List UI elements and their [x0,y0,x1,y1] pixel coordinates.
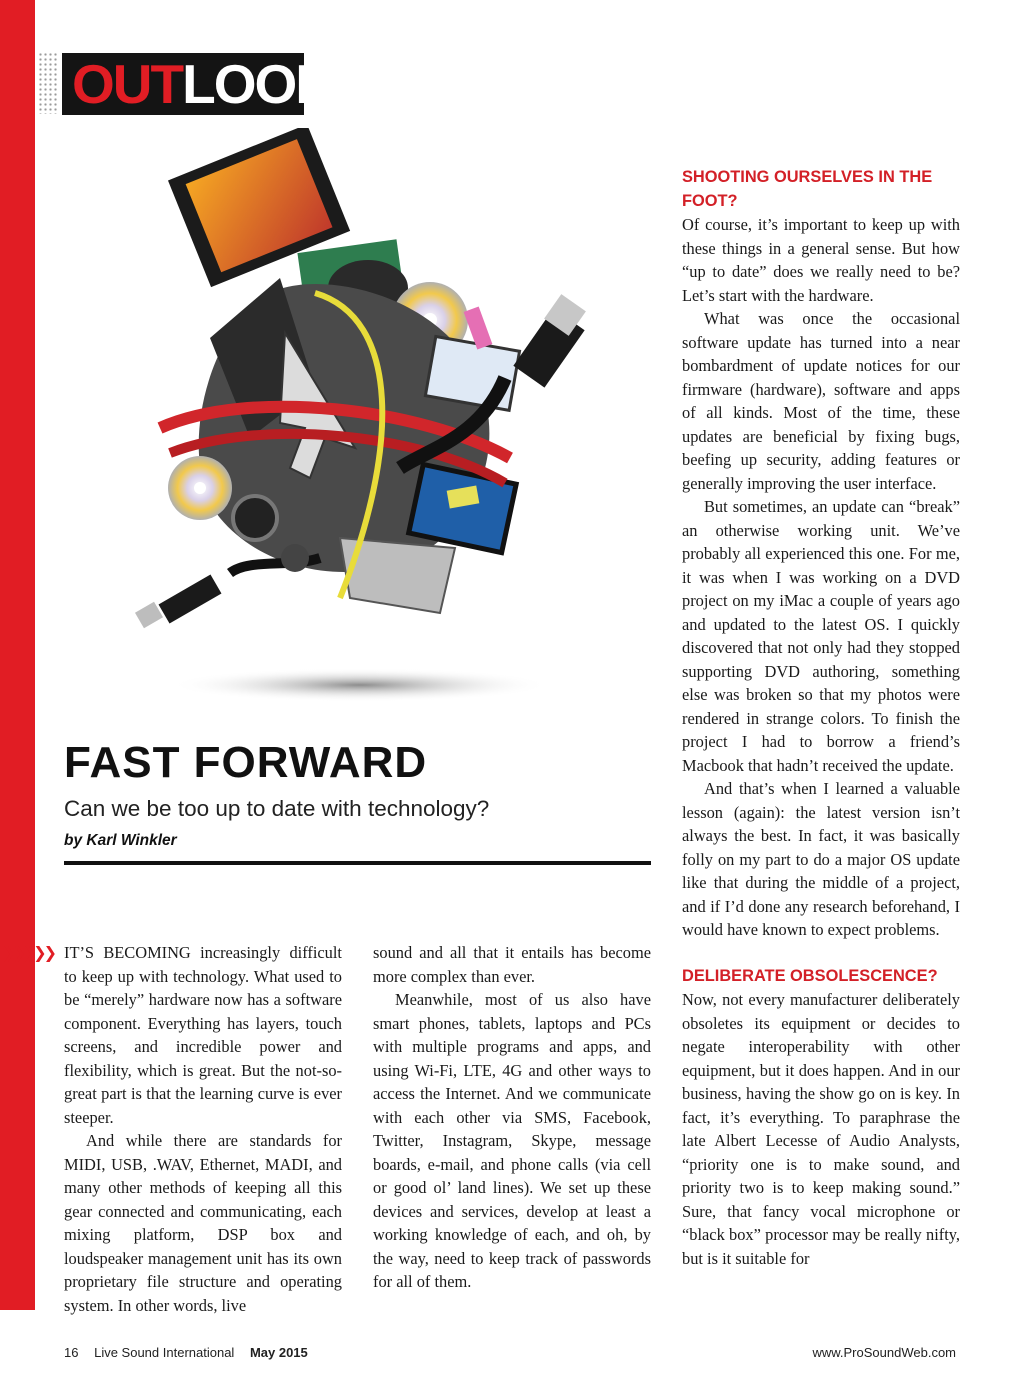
tech-gadgets-illustration [100,128,660,710]
page-number: 16 [64,1345,79,1360]
article-subtitle: Can we be too up to date with technology? [64,796,490,821]
red-side-bar [0,0,35,1310]
paragraph: IT’S BECOMING increasingly difficult to keep up with technology. What used to be “merely” hardware now has a software component. Everything has layers, touch screens, and incredible power and flexibility, which is great. But the not-so-great part is that the learning curve is ever steeper. [64,943,342,1127]
section-heading: SHOOTING OURSELVES IN THE FOOT? [682,168,933,210]
section-label-out: OUT [72,53,183,115]
column-1 [64,941,342,1317]
issue-date: May 2015 [249,1345,308,1360]
floor-shadow [170,668,550,702]
column-2 [373,941,651,1294]
article-title: FAST FORWARD [64,738,428,787]
footer-left [64,1345,320,1360]
dot-pattern [38,52,58,114]
website-url: www.ProSoundWeb.com [812,1345,956,1360]
browser-window-graphic [425,337,519,411]
chevrons-icon: ❯❯❯❯❯ [2,943,55,962]
section-label [62,53,333,115]
paragraph: Of course, it’s important to keep up with these things in a general sense. But how “up to date” does we really need to be? Let’s start with the hardware. [682,215,960,305]
paragraph: Meanwhile, most of us also have smart phones, tablets, laptops and PCs with multiple programs and apps, and using Wi-Fi, LTE, 4G and other ways to access the Internet. And we communicate with each other via SMS, Facebook, Twitter, Instagram, Skype, message boards, e-mail, and phone calls (via cell or good ol’ land lines). We set up these devices and services, develop at least a working knowledge of each, and oh, by the way, need to keep track of passwords for all of them. [373,990,651,1291]
section-heading: DELIBERATE OBSOLESCENCE? [682,966,938,985]
section-label-look: LOOK [182,53,333,115]
byline: by Karl Winkler [64,832,177,849]
paragraph: What was once the occasional software update has turned into a near bombardment of update notices for our firmware (hardware), software and apps of all kinds. Most of the time, these updates are beneficial by fixing bugs, beefing up security, adding features or generally improving the user interface. [682,309,960,493]
paragraph: sound and all that it entails has become more complex than ever. [373,943,651,986]
paragraph: And that’s when I learned a valuable lesson (again): the latest version isn’t always the best. In fact, it was basically folly on my part to do a major OS update like that during the middle of a project, and if I’d done any research beforehand, I would have known to expect problems. [682,779,960,939]
column-3 [682,166,960,1270]
paragraph: But sometimes, an update can “break” an otherwise working unit. We’ve probably all experienced this one. For me, it was when I was working on a DVD project on my iMac a couple of years ago and updated to the latest OS. I quickly discovered that not only had they stopped supporting DVD authoring, something else was broken so that my photos were rendered in strange colors. To finish the project I had to borrow a friend’s Macbook that hadn’t received the update. [682,497,960,775]
paragraph: And while there are standards for MIDI, USB, .WAV, Ethernet, MADI, and many other methods of keeping all this gear connected and communicating, each mixing platform, DSP box and loudspeaker management unit has its own proprietary file structure and operating system. In other words, live [64,1131,342,1315]
publication-name: Live Sound International [94,1345,235,1360]
title-rule [64,861,651,865]
camera-lens-graphic [233,496,277,540]
paragraph: Now, not every manufacturer deliberately obsoletes its equipment or decides to negate interoperability with other equipment, but it does happen. And in our business, having the show go on is key. In fact, it’s everything. To paraphrase the late Albert Lecesse of Audio Analysts, “priority one is to make sound, and priority two is to keep making sound.” Sure, that fancy vocal microphone or “black box” processor may be really nifty, but is it suitable for [682,990,960,1268]
